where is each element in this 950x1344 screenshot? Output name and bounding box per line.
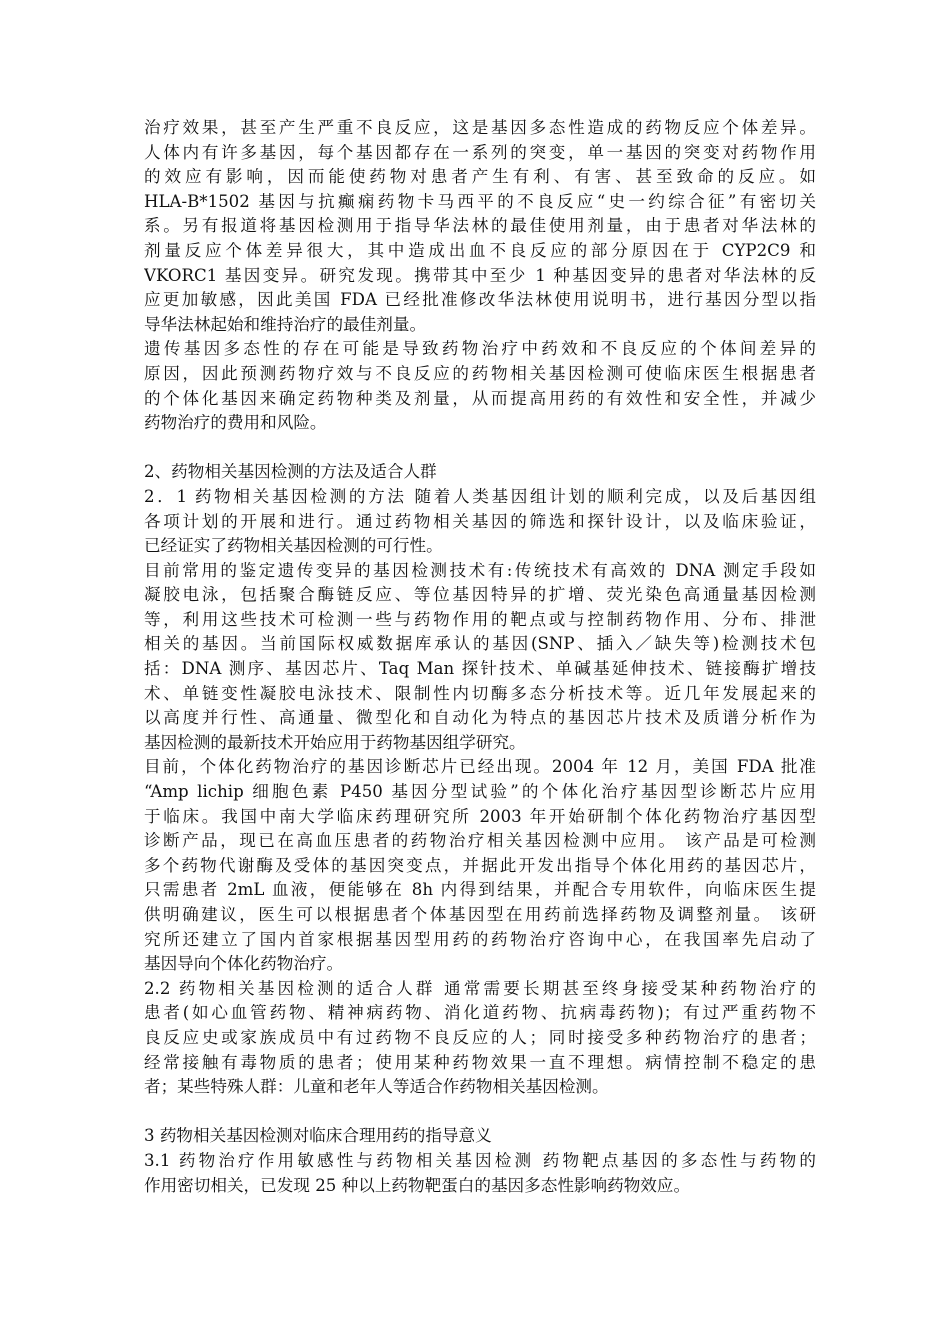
text-line: 经常接触有毒物质的患者；使用某种药物效果一直不理想。病情控制不稳定的患: [144, 1052, 816, 1072]
text-line: 应更加敏感，因此美国 FDA 已经批准修改华法林使用说明书，进行基因分型以指: [144, 290, 816, 310]
text-line: HLA-B*1502 基因与抗癫痫药物卡马西平的不良反应“史一约综合征”有密切关: [144, 191, 816, 211]
text-line: 以高度并行性、高通量、微型化和自动化为特点的基因芯片技术及质谱分析作为: [144, 708, 816, 728]
text-line: 术、单链变性凝胶电泳技术、限制性内切酶多态分析技术等。近几年发展起来的: [144, 683, 816, 703]
section-heading: [144, 460, 816, 485]
text-line: 诊断产品，现已在高血压患者的药物治疗相关基因检测中应用。 该产品是可检测: [144, 831, 816, 851]
text-line: 凝胶电泳，包括聚合酶链反应、等位基因特异的扩增、荧光染色高通量基因检测: [144, 585, 816, 605]
paragraph: [144, 1149, 816, 1198]
paragraph: [144, 559, 816, 756]
text-line: 只需患者 2mL 血液，便能够在 8h 内得到结果，并配合专用软件，向临床医生提: [144, 880, 816, 900]
text-line: 遗传基因多态性的存在可能是导致药物治疗中药效和不良反应的个体间差异的: [144, 339, 816, 359]
text-line: 究所还建立了国内首家根据基因型用药的药物治疗咨询中心，在我国率先启动了: [144, 929, 816, 949]
text-line: VKORC1 基因变异。研究发现。携带其中至少 1 种基因变异的患者对华法林的反: [144, 265, 816, 285]
text-line: 于临床。我国中南大学临床药理研究所 2003 年开始研制个体化药物治疗基因型: [144, 806, 816, 826]
text-line: 2.2 药物相关基因检测的适合人群 通常需要长期甚至终身接受某种药物治疗的: [144, 978, 816, 998]
text-line: 良反应史或家族成员中有过药物不良反应的人；同时接受多种药物治疗的患者；: [144, 1027, 816, 1047]
paragraph: [144, 977, 816, 1100]
section-heading: [144, 1124, 816, 1149]
text-line: 导华法林起始和维持治疗的最佳剂量。: [144, 314, 427, 334]
text-line: 括：DNA 测序、基因芯片、Taq Man 探针技术、单碱基延伸技术、链接酶扩增技: [144, 659, 816, 679]
document-body: [144, 116, 816, 1198]
blank-line: [144, 1100, 816, 1125]
text-line: 相关的基因。当前国际权威数据库承认的基因(SNP、插入／缺失等)检测技术包: [144, 634, 816, 654]
blank-line: [144, 436, 816, 461]
text-line: 系。另有报道将基因检测用于指导华法林的最佳使用剂量，由于患者对华法林的: [144, 216, 816, 236]
paragraph: [144, 337, 816, 435]
text-line: 2、药物相关基因检测的方法及适合人群: [144, 462, 437, 482]
text-line: 基因检测的最新技术开始应用于药物基因组学研究。: [144, 732, 526, 752]
text-line: 已经证实了药物相关基因检测的可行性。: [144, 536, 443, 556]
text-line: 目前常用的鉴定遗传变异的基因检测技术有:传统技术有高效的 DNA 测定手段如: [144, 560, 816, 580]
text-line: 作用密切相关，已发现 25 种以上药物靶蛋白的基因多态性影响药物效应。: [144, 1175, 691, 1195]
text-line: 多个药物代谢酶及受体的基因突变点，并据此开发出指导个体化用药的基因芯片，: [144, 855, 816, 875]
text-line: 3 药物相关基因检测对临床合理用药的指导意义: [144, 1126, 492, 1146]
text-line: 等，利用这些技术可检测一些与药物作用的靶点或与控制药物作用、分布、排泄: [144, 609, 816, 629]
text-line: 患者(如心血管药物、精神病药物、消化道药物、抗病毒药物)；有过严重药物不: [144, 1003, 816, 1023]
text-line: 的个体化基因来确定药物种类及剂量，从而提高用药的有效性和安全性，并减少: [144, 388, 816, 408]
text-line: 3.1 药物治疗作用敏感性与药物相关基因检测 药物靶点基因的多态性与药物的: [144, 1150, 816, 1170]
text-line: “Amp lichip 细胞色素 P450 基因分型试验”的个体化治疗基因型诊断芯片应用: [144, 782, 816, 802]
text-line: 的效应有影响，因而能使药物对患者产生有利、有害、甚至致命的反应。如: [144, 167, 816, 187]
text-line: 基因导向个体化药物治疗。: [144, 954, 344, 974]
text-line: 治疗效果，甚至产生严重不良反应，这是基因多态性造成的药物反应个体差异。: [144, 118, 816, 137]
text-line: 各项计划的开展和进行。通过药物相关基因的筛选和探针设计，以及临床验证，: [144, 511, 816, 531]
text-line: 药物治疗的费用和风险。: [144, 413, 327, 433]
text-line: 原因，因此预测药物疗效与不良反应的药物相关基因检测可使临床医生根据患者: [144, 363, 816, 383]
paragraph: [144, 116, 816, 337]
text-line: 剂量反应个体差异很大，其中造成出血不良反应的部分原因在于 CYP2C9 和: [144, 240, 816, 260]
paragraph: [144, 485, 816, 559]
text-line: 供明确建议，医生可以根据患者个体基因型在用药前选择药物及调整剂量。 该研: [144, 905, 816, 924]
text-line: 2．1 药物相关基因检测的方法 随着人类基因组计划的顺利完成，以及后基因组: [144, 486, 816, 506]
paragraph: [144, 755, 816, 976]
text-line: 者；某些特殊人群：儿童和老年人等适合作药物相关基因检测。: [144, 1077, 609, 1097]
text-line: 人体内有许多基因，每个基因都存在一系列的突变，单一基因的突变对药物作用: [144, 142, 816, 162]
text-line: 目前，个体化药物治疗的基因诊断芯片已经出现。2004 年 12 月，美国 FDA 批准: [144, 757, 816, 777]
